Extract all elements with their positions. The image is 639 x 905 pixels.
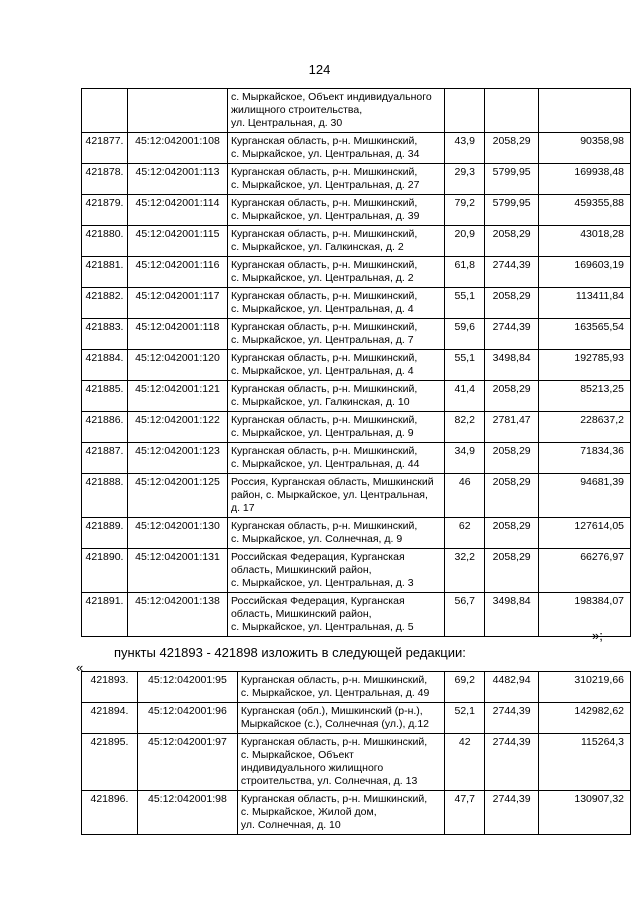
address-line: Курганская область, р-н. Мишкинский, [240, 736, 428, 748]
cadastral-number-cell: 45:12:042001:114 [127, 195, 227, 226]
table-row [82, 164, 631, 195]
table-row [82, 257, 631, 288]
rate-cell: 5799,95 [485, 164, 539, 195]
address-cell [227, 89, 444, 133]
rate-cell: 5799,95 [485, 195, 539, 226]
cadastral-number-cell: 45:12:042001:95 [137, 672, 237, 703]
address-cell [227, 549, 444, 593]
table-row [82, 350, 631, 381]
row-number-cell: 421896. [82, 791, 138, 835]
address-line: с. Мыркайское, Объект [240, 749, 354, 761]
table-row [82, 133, 631, 164]
rate-cell: 2058,29 [485, 381, 539, 412]
rate-cell: 2058,29 [485, 549, 539, 593]
row-number-cell: 421881. [82, 257, 128, 288]
address-line: с. Мыркайское, ул. Центральная, д. 27 [230, 179, 420, 191]
cadastral-number-cell: 45:12:042001:123 [127, 443, 227, 474]
address-line: с. Мыркайское, ул. Солнечная, д. 9 [230, 533, 403, 545]
address-line: с. Мыркайское, ул. Центральная, д. 9 [230, 427, 414, 439]
area-cell: 55,1 [445, 288, 485, 319]
area-cell [445, 89, 485, 133]
value-cell: 310219,66 [539, 672, 631, 703]
cadastral-number-cell: 45:12:042001:131 [127, 549, 227, 593]
area-cell: 69,2 [445, 672, 485, 703]
rate-cell: 2058,29 [485, 443, 539, 474]
value-cell [539, 89, 631, 133]
table-row [82, 226, 631, 257]
address-line: Курганская область, р-н. Мишкинский, [230, 259, 418, 271]
address-line: область, Мишкинский район, [230, 564, 372, 576]
area-cell: 47,7 [445, 791, 485, 835]
rate-cell: 2058,29 [485, 474, 539, 518]
table-row [82, 381, 631, 412]
row-number-cell: 421890. [82, 549, 128, 593]
address-line: Курганская (обл.), Мишкинский (р-н.), [240, 705, 423, 717]
table-row [82, 474, 631, 518]
address-line: Курганская область, р-н. Мишкинский, [230, 197, 418, 209]
cadastral-number-cell: 45:12:042001:121 [127, 381, 227, 412]
area-cell: 62 [445, 518, 485, 549]
row-number-cell: 421885. [82, 381, 128, 412]
value-cell: 43018,28 [539, 226, 631, 257]
row-number-cell: 421887. [82, 443, 128, 474]
address-line: Курганская область, р-н. Мишкинский, [240, 674, 428, 686]
table-row [82, 734, 631, 791]
address-line: Мыркайское (с.), Солнечная (ул.), д.12 [240, 718, 430, 730]
address-cell [227, 319, 444, 350]
address-line: с. Мыркайское, ул. Центральная, д. 5 [230, 621, 414, 633]
address-line: с. Мыркайское, ул. Центральная, д. 34 [230, 148, 420, 160]
table-row [82, 703, 631, 734]
address-line: Курганская область, р-н. Мишкинский, [230, 445, 418, 457]
cadastral-number-cell: 45:12:042001:117 [127, 288, 227, 319]
address-line: Курганская область, р-н. Мишкинский, [230, 414, 418, 426]
row-number-cell: 421886. [82, 412, 128, 443]
value-cell: 192785,93 [539, 350, 631, 381]
row-number-cell: 421880. [82, 226, 128, 257]
cadastral-number-cell: 45:12:042001:138 [127, 593, 227, 637]
value-cell: 169938,48 [539, 164, 631, 195]
rate-cell: 2058,29 [485, 288, 539, 319]
address-line: Российская Федерация, Курганская [230, 595, 405, 607]
area-cell: 56,7 [445, 593, 485, 637]
row-number-cell: 421894. [82, 703, 138, 734]
address-line: Российская Федерация, Курганская [230, 551, 405, 563]
value-cell: 71834,36 [539, 443, 631, 474]
cadastral-number-cell: 45:12:042001:116 [127, 257, 227, 288]
rate-cell: 2744,39 [485, 703, 539, 734]
row-number-cell: 421891. [82, 593, 128, 637]
address-line: Курганская область, р-н. Мишкинский, [230, 166, 418, 178]
address-line: с. Мыркайское, ул. Центральная, д. 3 [230, 577, 414, 589]
address-line: Курганская область, р-н. Мишкинский, [240, 793, 428, 805]
row-number-cell: 421895. [82, 734, 138, 791]
area-cell: 29,3 [445, 164, 485, 195]
address-line: Курганская область, р-н. Мишкинский, [230, 228, 418, 240]
address-cell [237, 734, 444, 791]
table-row [82, 443, 631, 474]
row-number-cell: 421883. [82, 319, 128, 350]
address-line: область, Мишкинский район, [230, 608, 372, 620]
cadastral-number-cell: 45:12:042001:113 [127, 164, 227, 195]
area-cell: 61,8 [445, 257, 485, 288]
address-line: с. Мыркайское, ул. Центральная, д. 44 [230, 458, 420, 470]
area-cell: 41,4 [445, 381, 485, 412]
rate-cell: 4482,94 [485, 672, 539, 703]
cadastral-number-cell: 45:12:042001:97 [137, 734, 237, 791]
address-line: Курганская область, р-н. Мишкинский, [230, 520, 418, 532]
value-cell: 115264,3 [539, 734, 631, 791]
cadastral-number-cell: 45:12:042001:115 [127, 226, 227, 257]
rate-cell: 2744,39 [485, 791, 539, 835]
area-cell: 79,2 [445, 195, 485, 226]
address-cell [237, 703, 444, 734]
address-line: с. Мыркайское, Жилой дом, [240, 806, 377, 818]
address-line: Курганская область, р-н. Мишкинский, [230, 321, 418, 333]
area-cell: 34,9 [445, 443, 485, 474]
address-line: с. Мыркайское, ул. Центральная, д. 7 [230, 334, 414, 346]
address-cell [227, 474, 444, 518]
rate-cell: 3498,84 [485, 350, 539, 381]
row-number-cell: 421878. [82, 164, 128, 195]
value-cell: 459355,88 [539, 195, 631, 226]
value-cell: 66276,97 [539, 549, 631, 593]
address-line: с. Мыркайское, ул. Центральная, д. 39 [230, 210, 420, 222]
address-cell [237, 791, 444, 835]
address-line: ул. Центральная, д. 30 [230, 117, 343, 129]
address-line: строительства, ул. Солнечная, д. 13 [240, 775, 418, 787]
row-number-cell [82, 89, 128, 133]
address-line: с. Мыркайское, Объект индивидуального [230, 91, 432, 103]
address-cell [237, 672, 444, 703]
rate-cell [485, 89, 539, 133]
value-cell: 127614,05 [539, 518, 631, 549]
area-cell: 42 [445, 734, 485, 791]
rate-cell: 2744,39 [485, 319, 539, 350]
row-number-cell: 421888. [82, 474, 128, 518]
cadastral-number-cell: 45:12:042001:96 [137, 703, 237, 734]
area-cell: 55,1 [445, 350, 485, 381]
value-cell: 142982,62 [539, 703, 631, 734]
address-cell [227, 412, 444, 443]
table-row [82, 412, 631, 443]
property-table-body [82, 89, 631, 637]
value-cell: 163565,54 [539, 319, 631, 350]
cadastral-number-cell: 45:12:042001:130 [127, 518, 227, 549]
address-cell [227, 195, 444, 226]
amendment-instruction: пункты 421893 - 421898 изложить в следующей редакции: [114, 645, 466, 660]
address-cell [227, 164, 444, 195]
address-line: с. Мыркайское, ул. Центральная, д. 2 [230, 272, 414, 284]
row-number-cell: 421893. [82, 672, 138, 703]
area-cell: 20,9 [445, 226, 485, 257]
address-line: Курганская область, р-н. Мишкинский, [230, 290, 418, 302]
cadastral-number-cell: 45:12:042001:98 [137, 791, 237, 835]
address-line: жилищного строительства, [230, 104, 363, 116]
address-cell [227, 443, 444, 474]
value-cell: 113411,84 [539, 288, 631, 319]
value-cell: 198384,07 [539, 593, 631, 637]
table-row [82, 89, 631, 133]
table-row [82, 791, 631, 835]
row-number-cell: 421877. [82, 133, 128, 164]
address-line: с. Мыркайское, ул. Центральная, д. 4 [230, 303, 414, 315]
amended-property-table-body [82, 672, 631, 835]
row-number-cell: 421884. [82, 350, 128, 381]
address-cell [227, 257, 444, 288]
address-line: д. 17 [230, 502, 255, 514]
table-row [82, 518, 631, 549]
address-cell [227, 226, 444, 257]
closing-quote: »; [592, 628, 603, 643]
value-cell: 130907,32 [539, 791, 631, 835]
area-cell: 82,2 [445, 412, 485, 443]
value-cell: 90358,98 [539, 133, 631, 164]
address-line: индивидуального жилищного [240, 762, 384, 774]
rate-cell: 2058,29 [485, 133, 539, 164]
cadastral-number-cell: 45:12:042001:118 [127, 319, 227, 350]
value-cell: 85213,25 [539, 381, 631, 412]
address-cell [227, 350, 444, 381]
address-line: район, с. Мыркайское, ул. Центральная, [230, 489, 428, 501]
cadastral-number-cell: 45:12:042001:122 [127, 412, 227, 443]
table-row [82, 593, 631, 637]
value-cell: 94681,39 [539, 474, 631, 518]
property-table [81, 88, 631, 637]
table-row [82, 319, 631, 350]
address-line: Курганская область, р-н. Мишкинский, [230, 352, 418, 364]
table-row [82, 549, 631, 593]
value-cell: 169603,19 [539, 257, 631, 288]
table-row [82, 195, 631, 226]
address-cell [227, 381, 444, 412]
address-line: с. Мыркайское, ул. Центральная, д. 4 [230, 365, 414, 377]
cadastral-number-cell: 45:12:042001:108 [127, 133, 227, 164]
cadastral-number-cell: 45:12:042001:120 [127, 350, 227, 381]
table-row [82, 288, 631, 319]
row-number-cell: 421889. [82, 518, 128, 549]
cadastral-number-cell: 45:12:042001:125 [127, 474, 227, 518]
row-number-cell: 421882. [82, 288, 128, 319]
rate-cell: 2744,39 [485, 257, 539, 288]
address-cell [227, 288, 444, 319]
row-number-cell: 421879. [82, 195, 128, 226]
table-row [82, 672, 631, 703]
area-cell: 46 [445, 474, 485, 518]
address-line: Курганская область, р-н. Мишкинский, [230, 383, 418, 395]
rate-cell: 2058,29 [485, 226, 539, 257]
rate-cell: 2058,29 [485, 518, 539, 549]
area-cell: 43,9 [445, 133, 485, 164]
rate-cell: 2781,47 [485, 412, 539, 443]
address-line: ул. Солнечная, д. 10 [240, 819, 341, 831]
rate-cell: 2744,39 [485, 734, 539, 791]
address-line: с. Мыркайское, ул. Галкинская, д. 2 [230, 241, 404, 253]
address-cell [227, 518, 444, 549]
address-cell [227, 593, 444, 637]
cadastral-number-cell [127, 89, 227, 133]
area-cell: 32,2 [445, 549, 485, 593]
address-line: Курганская область, р-н. Мишкинский, [230, 135, 418, 147]
address-line: Россия, Курганская область, Мишкинский [230, 476, 434, 488]
address-cell [227, 133, 444, 164]
page-number: 124 [308, 62, 331, 77]
address-line: с. Мыркайское, ул. Галкинская, д. 10 [230, 396, 410, 408]
area-cell: 59,6 [445, 319, 485, 350]
address-line: с. Мыркайское, ул. Центральная, д. 49 [240, 687, 430, 699]
opening-quote: « [76, 660, 84, 675]
rate-cell: 3498,84 [485, 593, 539, 637]
value-cell: 228637,2 [539, 412, 631, 443]
area-cell: 52,1 [445, 703, 485, 734]
amended-property-table [81, 671, 631, 835]
